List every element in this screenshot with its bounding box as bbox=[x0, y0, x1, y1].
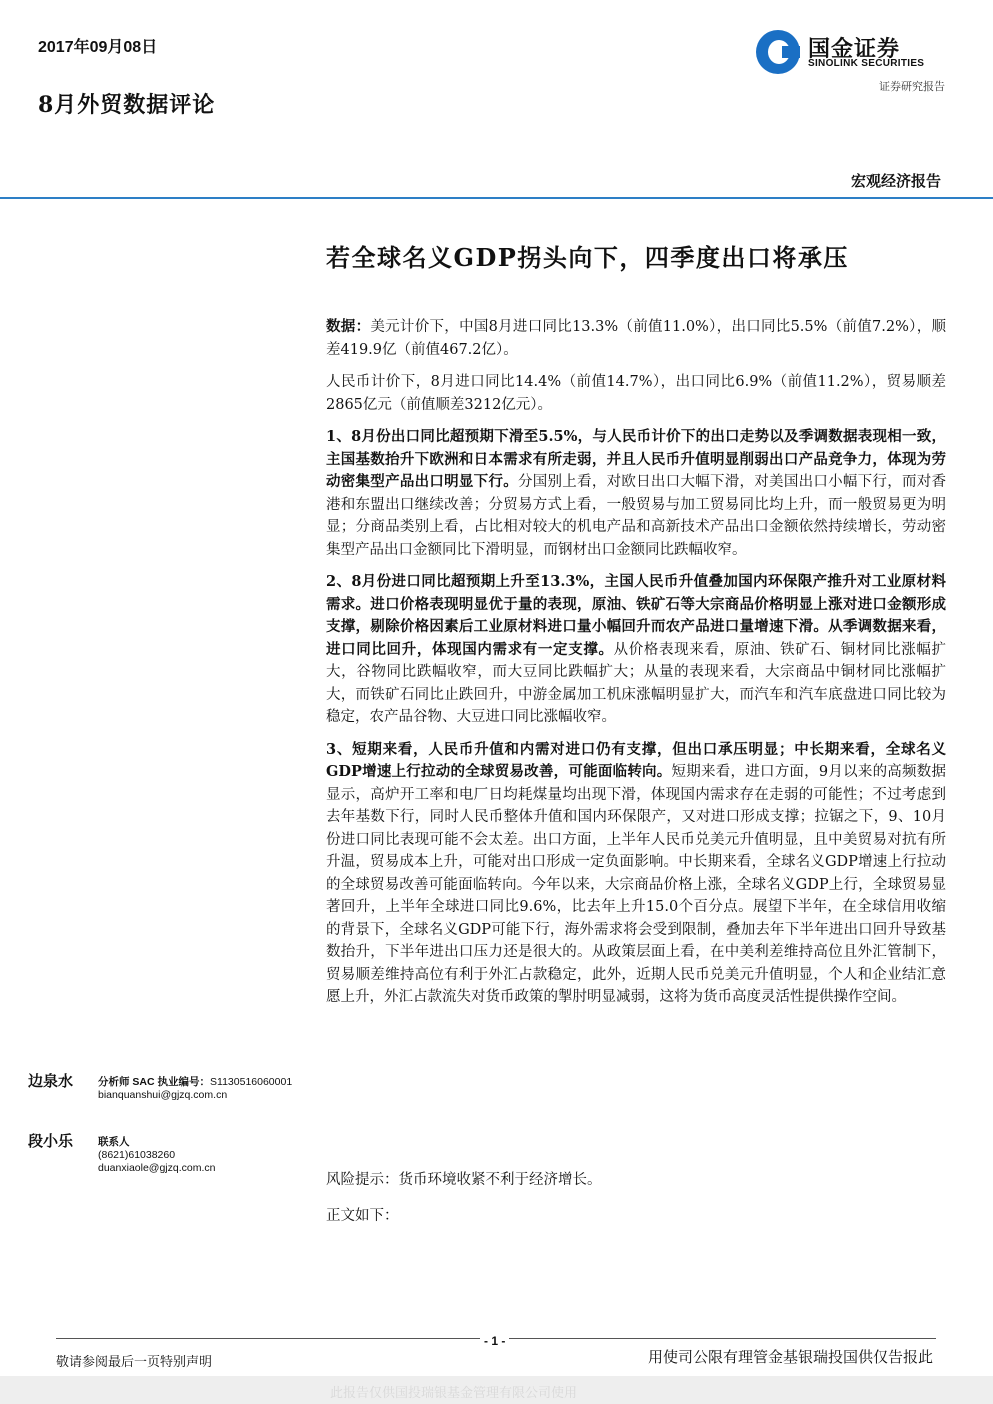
report-title: 8月外贸数据评论 bbox=[38, 92, 216, 118]
paragraph-5: 3、短期来看，人民币升值和内需对进口仍有支撑，但出口承压明显；中长期来看，全球名义GDP增速上行拉动的全球贸易改善，可能面临转向。短期来看，进口方面，9月以来的高频数据显示，高炉开工率和电厂日均耗煤量均出现下滑，体现国内需求存在走弱的可能性；不过考虑到去年基数下行，同时人民币整体升值和国内环保限产，又对进口形成支撑；拉锯之下，9、10月份进口同比表现可能不会太差。出口方面，上半年人民币兑美元升值明显，且中美贸易对抗有所升温，贸易成本上升，可能对出口形成一定负面影响。中长期来看，全球名义GDP增速上行拉动的全球贸易改善可能面临转向。今年以来，大宗商品价格上涨，全球名义GDP上行，全球贸易显著回升，上半年全球进口同比9.6%，比去年上升15.0个百分点。展望下半年，在全球信用收缩的背景下，全球名义GDP可能下行，海外需求将会受到限制，叠加去年下半年进出口回升导致基数抬升，下半年进出口压力还是很大的。从政策层面上看，在中美利差维持高位且外汇管制下，贸易顺差维持高位有利于外汇占款稳定，此外，近期人民币兑美元升值明显，个人和企业结汇意愿上升，外汇占款流失对货币政策的掣肘明显减弱，这将为货币高度灵活性提供操作空间。 bbox=[326, 740, 947, 1005]
author-info: 联系人 (8621)61038260 duanxiaole@gjzq.com.cn bbox=[98, 1136, 216, 1174]
summary-body bbox=[326, 316, 946, 1019]
author-2 bbox=[28, 1130, 318, 1190]
report-date: 2017年09月08日 bbox=[38, 39, 158, 56]
page-number: - 1 - bbox=[480, 1334, 509, 1348]
paragraph-2: 人民币计价下，8月进口同比14.4%（前值14.7%），出口同比6.9%（前值11.2%），贸易顺差2865亿元（前值顺差3212亿元）。 bbox=[326, 374, 946, 413]
paragraph-1: 数据：美元计价下，中国8月进口同比13.3%（前值11.0%），出口同比5.5%（前值7.2%），顺差419.9亿（前值467.2亿）。 bbox=[326, 318, 946, 358]
paragraph-4: 2、8月份进口同比超预期上升至13.3%，主国人民币升值叠加国内环保限产推升对工业原材料需求。进口价格表现明显优于量的表现，原油、铁矿石等大宗商品价格明显上涨对进口金额形成支撑，剔除价格因素后工业原材料进口量小幅回升而农产品进口量增速下滑。从季调数据来看，进口同比回升，体现国内需求有一定支撑。从价格表现来看，原油、铁矿石、铜材同比涨幅扩大，谷物同比跌幅收窄，而大豆同比跌幅扩大；从量的表现来看，大宗商品中铜材同比涨幅扩大，而铁矿石同比止跌回升，中游金属加工机床涨幅明显扩大，而汽车和汽车底盘进口同比较为稳定，农产品谷物、大豆进口同比涨幅收窄。 bbox=[326, 573, 947, 725]
watermark-band bbox=[0, 1376, 993, 1404]
headline: 若全球名义GDP拐头向下，四季度出口将承压 bbox=[326, 243, 849, 272]
watermark-text: 此报告仅供国投瑞银基金管理有限公司使用 bbox=[330, 1386, 578, 1401]
author-email[interactable]: bianquanshui@gjzq.com.cn bbox=[98, 1089, 228, 1101]
disclaimer-note: 敬请参阅最后一页特别声明 bbox=[56, 1355, 213, 1370]
sinolink-logo bbox=[756, 30, 946, 76]
author-info: 分析师 SAC 执业编号：S1130516060001 bianquanshui@gjzq.com.cn bbox=[98, 1076, 293, 1101]
logo-cn-text: 国金证券 bbox=[808, 37, 901, 62]
risk-note: 风险提示：货币环境收紧不利于经济增长。 bbox=[326, 1172, 602, 1188]
header-divider bbox=[0, 197, 993, 199]
logo-en-text: SINOLINK SECURITIES bbox=[808, 58, 925, 69]
report-type: 宏观经济报告 bbox=[850, 172, 941, 190]
author-name: 段小乐 bbox=[28, 1132, 74, 1150]
body-intro: 正文如下： bbox=[326, 1208, 399, 1224]
research-label: 证券研究报告 bbox=[879, 80, 945, 93]
authors-panel bbox=[28, 1070, 318, 1190]
usage-note: 用使司公限有理管金基银瑞投国供仅告报此 bbox=[647, 1348, 933, 1366]
author-name: 边泉水 bbox=[28, 1072, 74, 1090]
author-phone: (8621)61038260 bbox=[98, 1149, 176, 1161]
author-1 bbox=[28, 1070, 318, 1130]
paragraph-3: 1、8月份出口同比超预期下滑至5.5%，与人民币计价下的出口走势以及季调数据表现相一致，主国基数抬升下欧洲和日本需求有所走弱，并且人民币升值明显削弱出口产品竞争力，体现为劳动密集型产品出口明显下行。分国别上看，对欧日出口大幅下滑，对美国出口小幅下行，而对香港和东盟出口继续改善；分贸易方式上看，一般贸易与加工贸易同比均上升，而一般贸易更为明显；分商品类别上看，占比相对较大的机电产品和高新技术产品出口金额依然持续增长，劳动密集型产品出口金额同比下滑明显，而钢材出口金额同比跌幅收窄。 bbox=[326, 428, 947, 558]
author-email[interactable]: duanxiaole@gjzq.com.cn bbox=[98, 1162, 216, 1174]
